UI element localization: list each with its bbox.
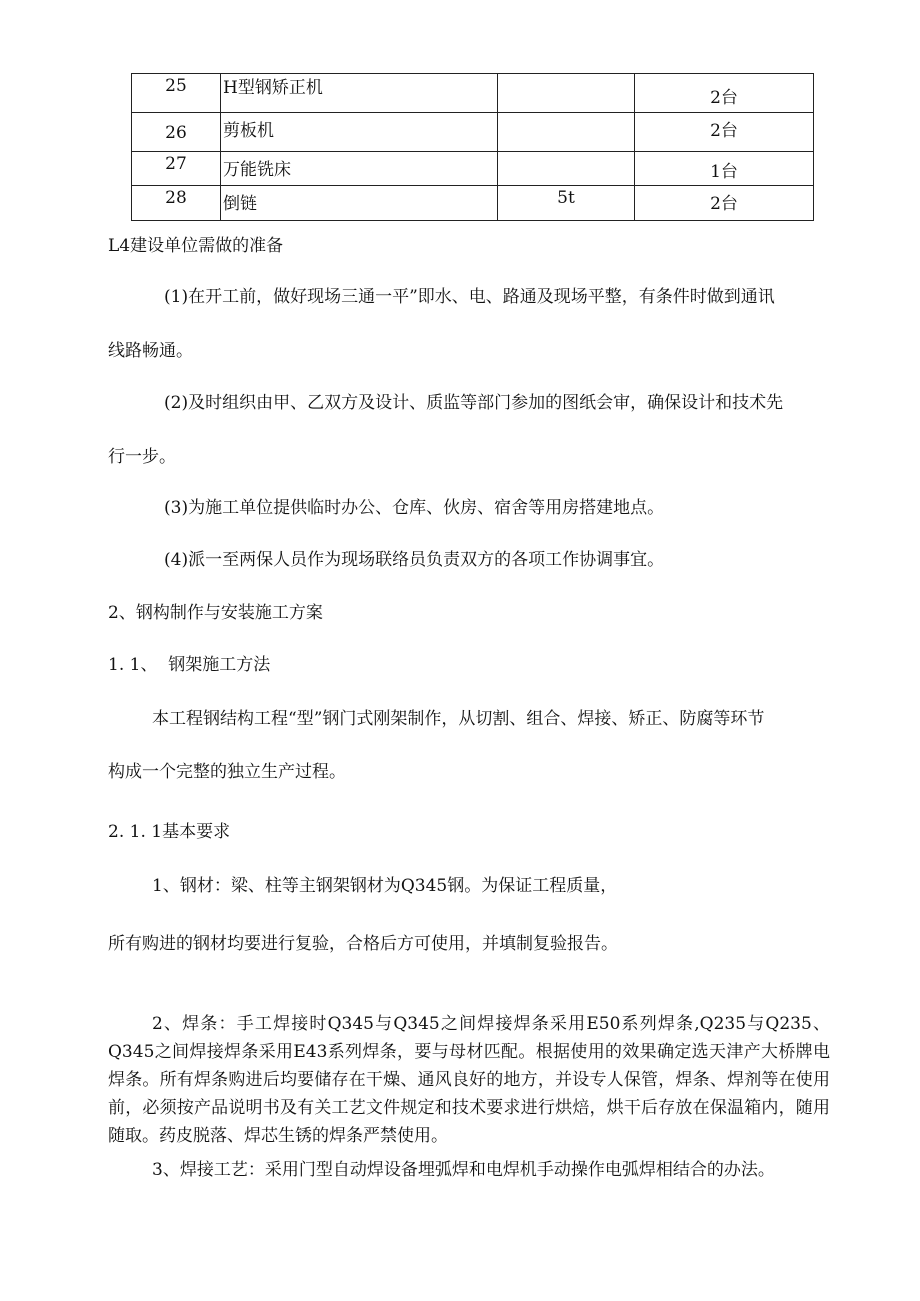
equipment-name: 万能铣床 [223,160,291,180]
equipment-spec [498,152,634,156]
table-row [132,152,814,186]
section-heading-steel: 2、钢构制作与安装施工方案 [108,603,323,623]
sub-heading-basic: 2. 1. 1基本要求 [108,822,231,842]
section-heading-prep: L4建设单位需做的准备 [108,236,284,256]
equipment-table [131,73,814,221]
prep-item-1-line-1: (1)在开工前，做好现场三通一平”即水、电、路通及现场平整，有条件时做到通讯 [164,287,775,307]
prep-item-4: (4)派一至两保人员作为现场联络员负责双方的各项工作协调事宜。 [164,550,665,570]
equipment-quantity: 2台 [710,88,738,108]
equipment-quantity: 2台 [710,121,738,141]
row-number: 26 [165,123,187,143]
prep-item-3: (3)为施工单位提供临时办公、仓库、伙房、宿舍等用房搭建地点。 [164,498,665,518]
equipment-spec [498,113,634,117]
table-row [132,113,814,152]
requirement-1-line-1: 1、钢材：梁、柱等主钢架钢材为Q345钢。为保证工程质量， [152,876,618,896]
requirement-1-line-2: 所有购进的钢材均要进行复验，合格后方可使用，并填制复验报告。 [108,934,618,954]
requirement-3: 3、焊接工艺：采用门型自动焊设备埋弧焊和电焊机手动操作电弧焊相结合的办法。 [152,1160,775,1180]
prep-item-2-line-1: (2)及时组织由甲、乙双方及设计、质监等部门参加的图纸会审，确保设计和技术先 [164,393,784,413]
prep-item-1-line-2: 线路畅通。 [108,341,193,361]
prep-item-2-line-2: 行一步。 [108,447,176,467]
row-number: 27 [165,154,187,174]
sub-heading-method: 1. 1、 钢架施工方法 [108,655,271,675]
table-row [132,74,814,113]
table-row [132,186,814,221]
row-number: 25 [165,76,187,96]
equipment-spec: 5t [557,188,575,208]
equipment-quantity: 2台 [710,194,738,214]
equipment-name: 倒链 [223,194,257,214]
equipment-name: H型钢矫正机 [223,78,323,98]
equipment-name: 剪板机 [223,121,274,141]
intro-line-1: 本工程钢结构工程“型”钢门式刚架制作，从切割、组合、焊接、矫正、防腐等环节 [152,709,765,729]
equipment-quantity: 1台 [710,162,738,182]
row-number: 28 [165,188,187,208]
intro-line-2: 构成一个完整的独立生产过程。 [108,762,346,782]
equipment-spec [498,74,634,78]
requirement-2-paragraph: 2、焊条：手工焊接时Q345与Q345之间焊接焊条采用E50系列焊条,Q235与Q235、Q345之间焊接焊条采用E43系列焊条，要与母材匹配。根据使用的效果确定选天津产大桥牌电焊条。所有焊条购进后均要储存在干燥、通风良好的地方，并设专人保管，焊条、焊剂等在使用前，必须按产品说明书及有关工艺文件规定和技术要求进行烘焙，烘干后存放在保温箱内，随用随取。药皮脱落、焊芯生锈的焊条严禁使用。 [108,1014,830,1146]
